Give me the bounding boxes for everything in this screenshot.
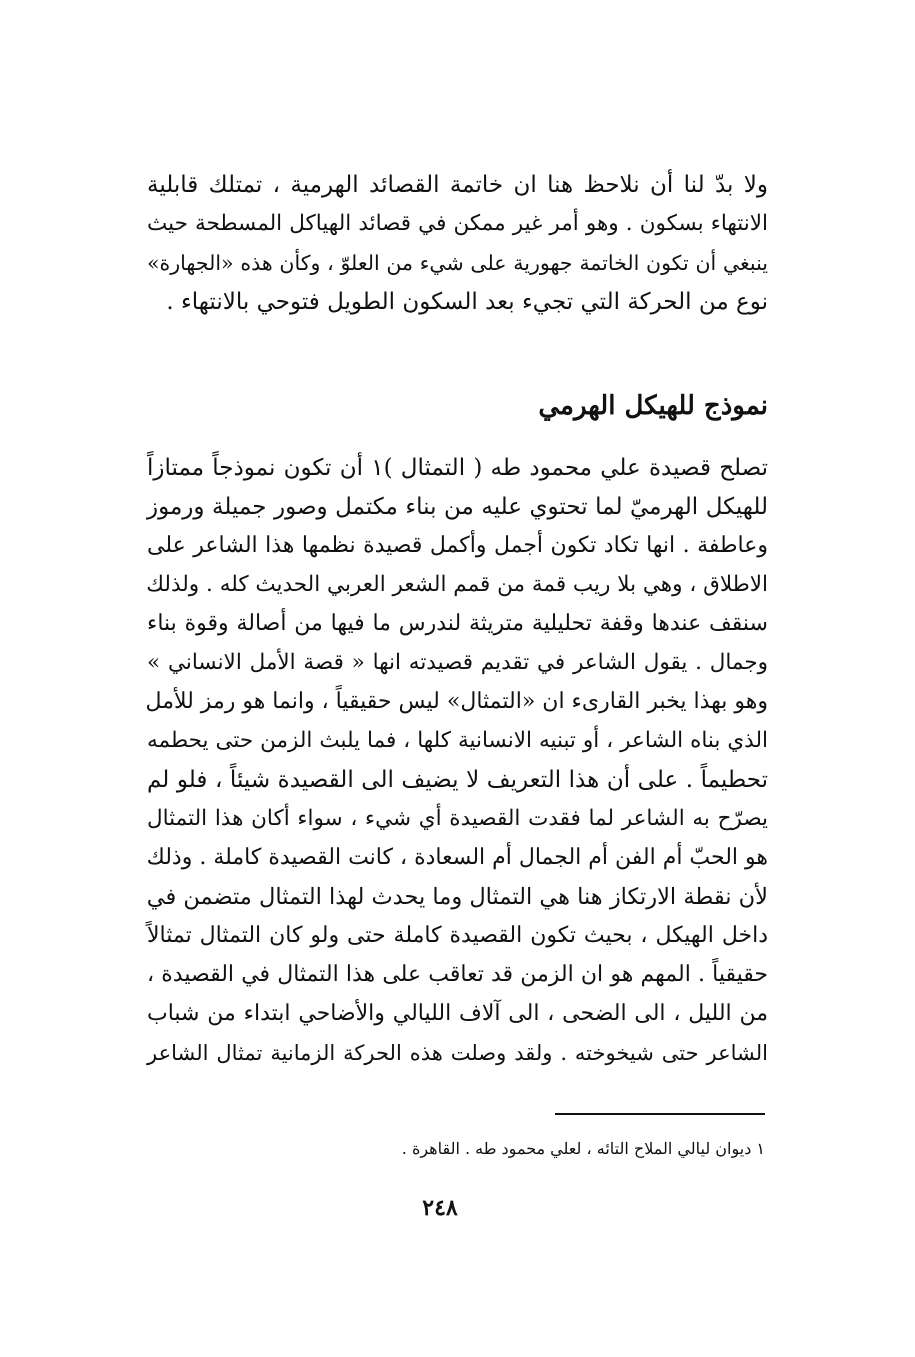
body-line-10: يصرّح به الشاعر لما فقدت القصيدة أي شيء ، سواء أكان هذا التمثال	[147, 806, 768, 831]
section-heading: نموذج للهيكل الهرمي	[538, 391, 768, 421]
body-line-9: تحطيماً . على أن هذا التعريف لا يضيف الى القصيدة شيئاً ، فلو لم	[147, 767, 768, 793]
body-line-11: هو الحبّ أم الفن أم الجمال أم السعادة ، كانت القصيدة كاملة . وذلك	[146, 845, 768, 870]
page-number: ٢٤٨	[422, 1195, 458, 1221]
intro-line-4: نوع من الحركة التي تجيء بعد السكون الطويل فتوحي بالانتهاء .	[166, 289, 768, 315]
intro-line-1: ولا بدّ لنا أن نلاحظ هنا ان خاتمة القصائد الهرمية ، تمتلك قابلية	[147, 172, 768, 198]
body-line-14: حقيقياً . المهم هو ان الزمن قد تعاقب على هذا التمثال في القصيدة ،	[147, 962, 768, 987]
body-line-7: وهو بهذا يخبر القارىء ان «التمثال» ليس حقيقياً ، وانما هو رمز للأمل	[145, 689, 768, 714]
body-line-1: تصلح قصيدة علي محمود طه ( التمثال )١ أن تكون نموذجاً ممتازاً	[147, 455, 769, 481]
body-line-16: الشاعر حتى شيخوخته . ولقد وصلت هذه الحركة الزمانية تمثال الشاعر	[147, 1041, 768, 1065]
footnote: ١ ديوان ليالي الملاح التائه ، لعلي محمود طه . القاهرة .	[401, 1139, 765, 1158]
body-line-6: وجمال . يقول الشاعر في تقديم قصيدته انها « قصة الأمل الانساني »	[147, 650, 768, 675]
body-line-5: سنقف عندها وقفة تحليلية متريثة لندرس ما فيها من أصالة وقوة بناء	[147, 611, 768, 636]
body-line-13: داخل الهيكل ، بحيث تكون القصيدة كاملة حتى ولو كان التمثال تمثالاً	[147, 923, 768, 948]
intro-line-2: الانتهاء بسكون . وهو أمر غير ممكن في قصائد الهياكل المسطحة حيث	[147, 211, 768, 236]
body-line-3: وعاطفة . انها تكاد تكون أجمل وأكمل قصيدة نظمها هذا الشاعر على	[147, 533, 768, 558]
body-line-15: من الليل ، الى الضحى ، الى آلاف الليالي والأضاحي ابتداء من شباب	[147, 1001, 768, 1026]
intro-line-3: ينبغي أن تكون الخاتمة جهورية على شيء من العلوّ ، وكأن هذه «الجهارة»	[147, 251, 768, 275]
footnote-divider	[555, 1113, 765, 1115]
body-line-8: الذي بناه الشاعر ، أو تبنيه الانسانية كلها ، فما يلبث الزمن حتى يحطمه	[147, 728, 768, 753]
body-line-2: للهيكل الهرميّ لما تحتوي عليه من بناء مكتمل وصور جميلة ورموز	[147, 494, 768, 520]
body-line-4: الاطلاق ، وهي بلا ريب قمة من قمم الشعر العربي الحديث كله . ولذلك	[146, 572, 768, 597]
body-line-12: لأن نقطة الارتكاز هنا هي التمثال وما يحدث لهذا التمثال متضمن في	[146, 884, 768, 910]
